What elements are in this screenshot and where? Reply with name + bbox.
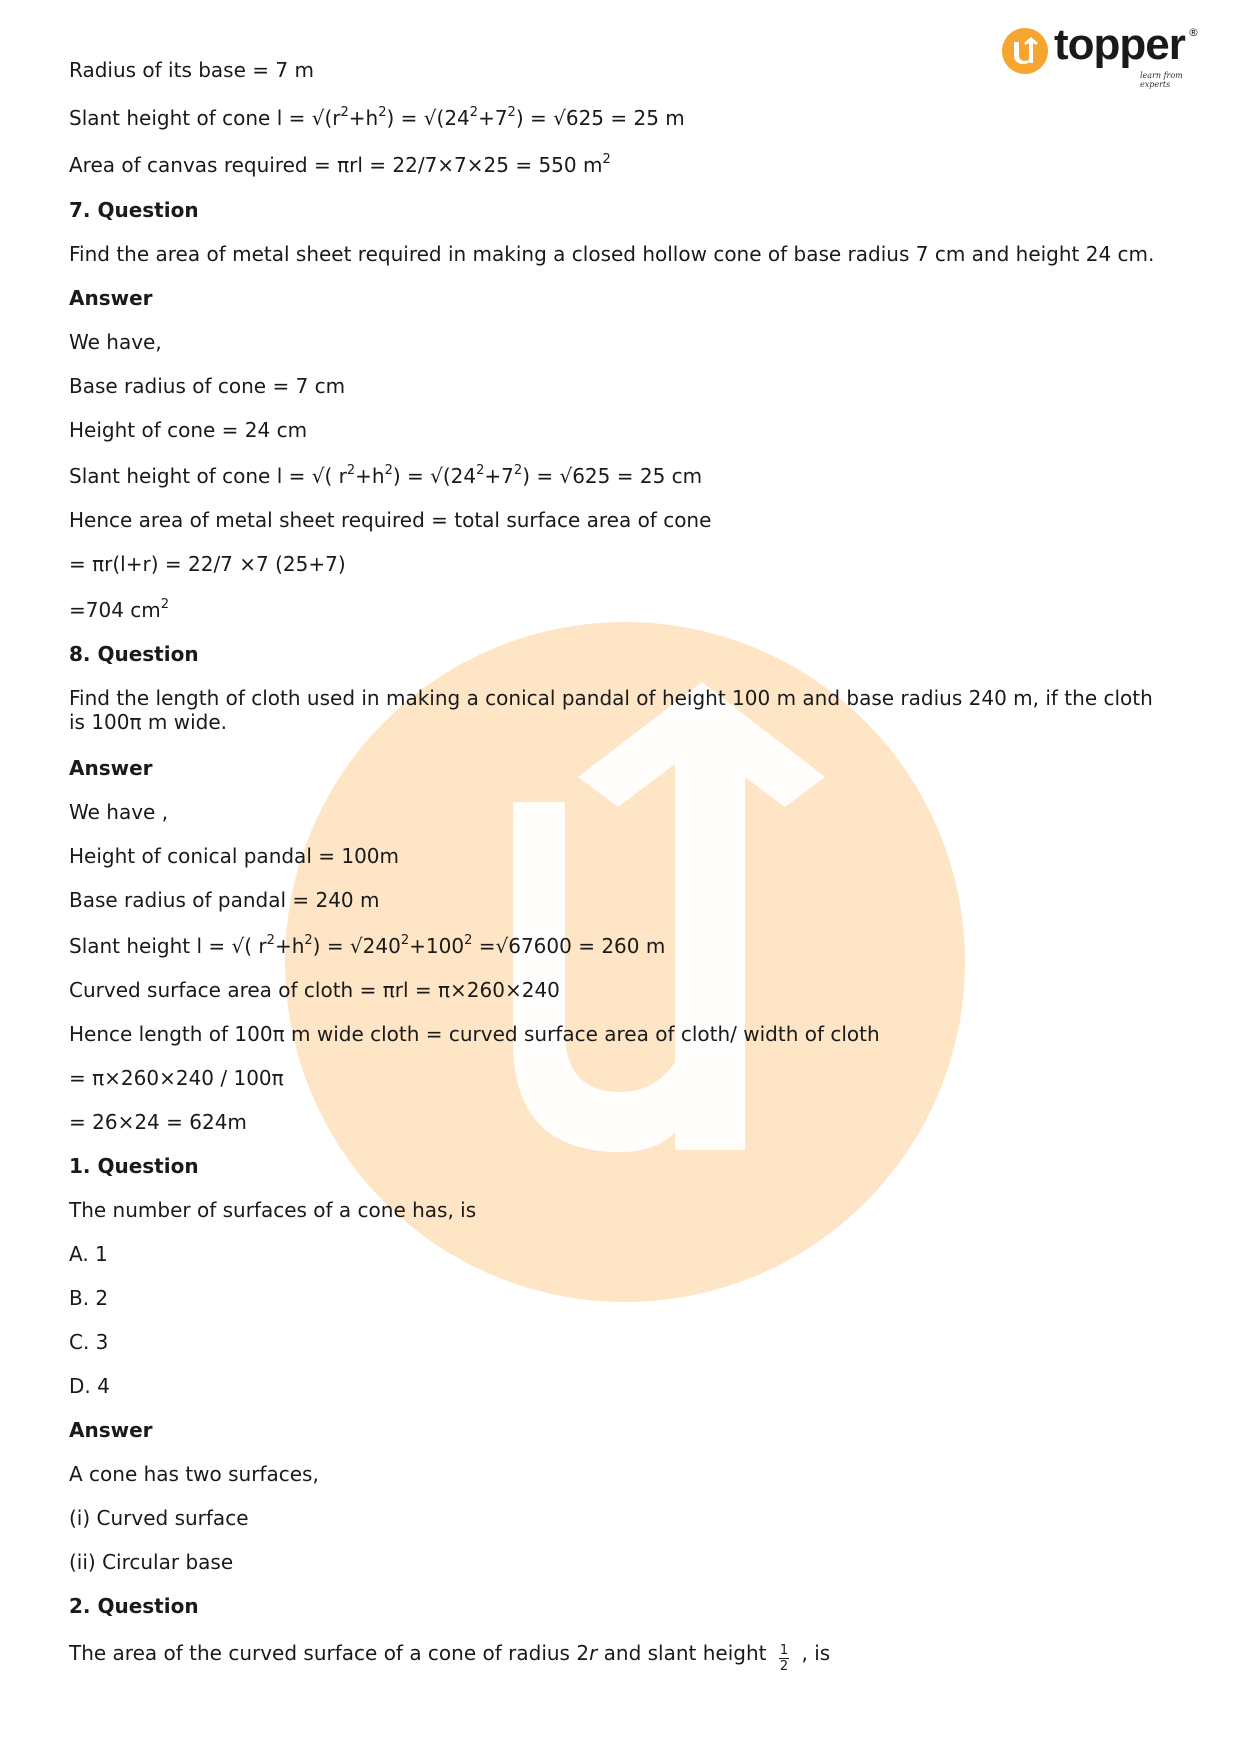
question-title: 2. Question	[69, 1594, 199, 1618]
text-line: Base radius of pandal = 240 m	[69, 888, 380, 912]
answer-heading: Answer	[69, 1418, 153, 1442]
text-line: (i) Curved surface	[69, 1506, 249, 1530]
text-line: We have ,	[69, 800, 169, 824]
question-text: Find the length of cloth used in making a conical pandal of height 100 m and base radius 240 m, if the cloth is 100π m wide.	[69, 686, 1153, 734]
text-line: =704 $cm^2$	[69, 597, 170, 622]
question-title: 8. Question	[69, 642, 199, 666]
question-text: Find the area of metal sheet required in making a closed hollow cone of base radius 7 cm and height 24 cm.	[69, 242, 1155, 266]
logo-tagline: learn from experts	[1140, 71, 1183, 89]
logo-wordmark: topper	[1054, 20, 1185, 69]
registered-mark: ®	[1188, 26, 1199, 39]
fraction: $\frac{1}{2}$	[779, 1643, 789, 1674]
text-line: Height of cone = 24 cm	[69, 418, 308, 442]
text-line: = π×260×240 / 100π	[69, 1066, 284, 1090]
answer-heading: Answer	[69, 286, 153, 310]
text-line: Radius of its base = 7 m	[69, 58, 314, 82]
question-title: 7. Question	[69, 198, 199, 222]
text-line: = 26×24 = 624m	[69, 1110, 247, 1134]
text-line: Area of canvas required = πrl = 22/7×7×25 = 550 $m^2$	[69, 152, 611, 177]
text-line: (ii) Circular base	[69, 1550, 234, 1574]
text-line: Base radius of cone = 7 cm	[69, 374, 346, 398]
text-line: Hence area of metal sheet required = total surface area of cone	[69, 508, 712, 532]
u-arrow-icon	[1002, 28, 1048, 74]
question-title: 1. Question	[69, 1154, 199, 1178]
option-d: D. 4	[69, 1374, 110, 1398]
text-line: Height of conical pandal = 100m	[69, 844, 399, 868]
text-line: Slant height of cone l = √( $r^2+h^2) = √(24^2+7^2) = √625 = 25$ cm	[69, 463, 703, 488]
text-line: A cone has two surfaces,	[69, 1462, 319, 1486]
logo-badge	[1002, 28, 1048, 74]
text-line: We have,	[69, 330, 162, 354]
text-line: Curved surface area of cloth = πrl = π×260×240	[69, 978, 560, 1002]
option-b: B. 2	[69, 1286, 109, 1310]
text-line: = πr(l+r) = 22/7 ×7 (25+7)	[69, 552, 346, 576]
topper-logo	[1002, 20, 1202, 89]
question-text: The number of surfaces of a cone has, is	[69, 1198, 477, 1222]
option-a: A. 1	[69, 1242, 108, 1266]
text-line: Hence length of 100π m wide cloth = curved surface area of cloth/ width of cloth	[69, 1022, 880, 1046]
option-c: C. 3	[69, 1330, 109, 1354]
question-text: The area of the curved surface of a cone of radius 2r and slant height $\frac{1}{2}$ , is	[69, 1641, 831, 1674]
text-line: Slant height of cone $l = √(r^2+h^2) = √(24^2+7^2) = √625 = 25$ m	[69, 105, 685, 130]
answer-heading: Answer	[69, 756, 153, 780]
text-line: Slant height l = √( $r^2+h^2) = √240^2+100^2 =√67600 = 260$ m	[69, 933, 666, 958]
